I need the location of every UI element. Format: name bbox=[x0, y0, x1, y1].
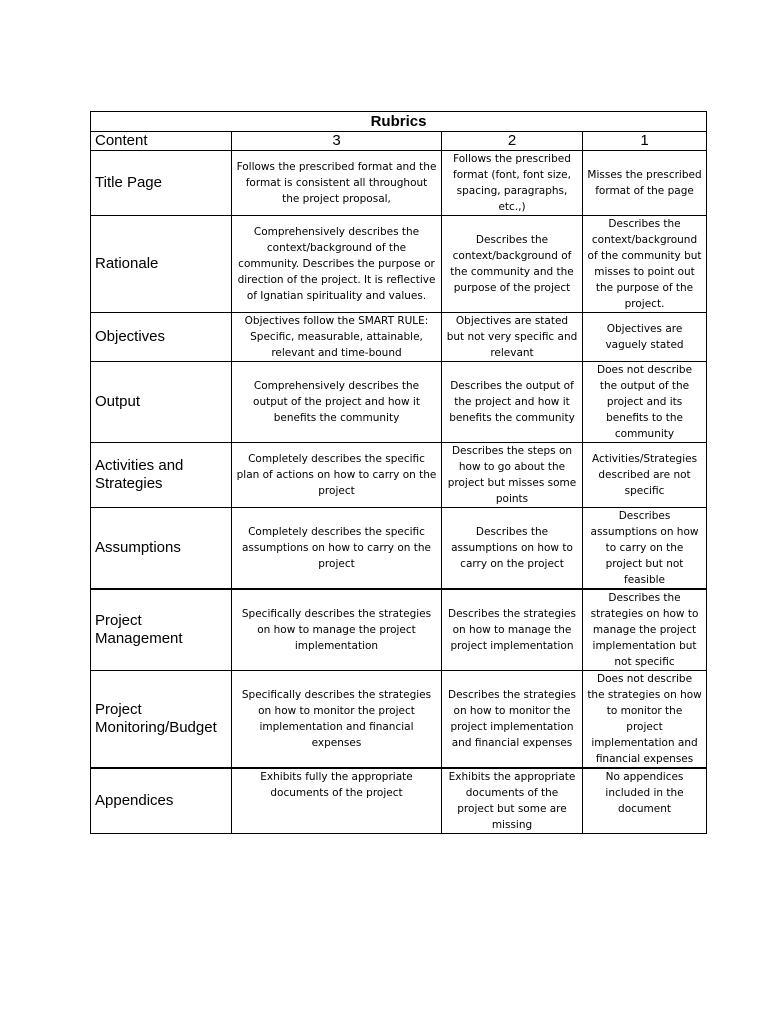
criteria-header: Content bbox=[91, 132, 232, 151]
criterion-assumptions: Assumptions bbox=[91, 508, 232, 590]
score-1-cell: Does not describe the strategies on how to monitor the project implementation and financial expenses bbox=[583, 671, 707, 769]
score-1-cell: No appendices included in the document bbox=[583, 768, 707, 834]
score-3-cell: Completely describes the specific plan of actions on how to carry on the project bbox=[232, 443, 442, 508]
score-1-cell: Activities/Strategies described are not specific bbox=[583, 443, 707, 508]
table-row bbox=[91, 443, 707, 508]
score-2-cell: Describes the output of the project and how it benefits the community bbox=[442, 362, 583, 443]
table-row bbox=[91, 362, 707, 443]
score-3-cell: Specifically describes the strategies on how to monitor the project implementation and financial expenses bbox=[232, 671, 442, 769]
score-1-cell: Describes assumptions on how to carry on the project but not feasible bbox=[583, 508, 707, 590]
score-3-cell: Completely describes the specific assumptions on how to carry on the project bbox=[232, 508, 442, 590]
score-1-cell: Objectives are vaguely stated bbox=[583, 313, 707, 362]
header-row bbox=[91, 132, 707, 151]
score-1-cell: Describes the strategies on how to manage the project implementation but not specific bbox=[583, 589, 707, 671]
score-2-cell: Describes the assumptions on how to carry on the project bbox=[442, 508, 583, 590]
table-row bbox=[91, 671, 707, 769]
criterion-title-page: Title Page bbox=[91, 151, 232, 216]
score-2-cell: Describes the steps on how to go about the project but misses some points bbox=[442, 443, 583, 508]
score-3-header: 3 bbox=[232, 132, 442, 151]
score-1-cell: Misses the prescribed format of the page bbox=[583, 151, 707, 216]
score-2-cell: Describes the strategies on how to manage the project implementation bbox=[442, 589, 583, 671]
score-1-cell: Describes the context/background of the community but misses to point out the purpose of the project. bbox=[583, 216, 707, 313]
score-3-cell: Exhibits fully the appropriate documents of the project bbox=[232, 768, 442, 834]
criterion-rationale: Rationale bbox=[91, 216, 232, 313]
criterion-output: Output bbox=[91, 362, 232, 443]
score-1-header: 1 bbox=[583, 132, 707, 151]
score-3-cell: Comprehensively describes the context/background of the community. Describes the purpose or direction of the project. It is reflective of Ignatian spirituality and values. bbox=[232, 216, 442, 313]
table-row bbox=[91, 151, 707, 216]
criterion-appendices: Appendices bbox=[91, 768, 232, 834]
table-row bbox=[91, 313, 707, 362]
score-3-cell: Specifically describes the strategies on how to manage the project implementation bbox=[232, 589, 442, 671]
table-row bbox=[91, 508, 707, 590]
rubrics-table bbox=[90, 111, 707, 834]
score-3-cell: Follows the prescribed format and the format is consistent all throughout the project proposal, bbox=[232, 151, 442, 216]
table-row bbox=[91, 768, 707, 834]
score-2-cell: Exhibits the appropriate documents of the project but some are missing bbox=[442, 768, 583, 834]
table-row bbox=[91, 589, 707, 671]
score-2-header: 2 bbox=[442, 132, 583, 151]
title-row bbox=[91, 112, 707, 132]
criterion-activities-and-strategies: Activities and Strategies bbox=[91, 443, 232, 508]
criterion-project-monitoring-budget: Project Monitoring/Budget bbox=[91, 671, 232, 769]
criterion-project-management: Project Management bbox=[91, 589, 232, 671]
table-row bbox=[91, 216, 707, 313]
score-2-cell: Objectives are stated but not very specific and relevant bbox=[442, 313, 583, 362]
score-1-cell: Does not describe the output of the project and its benefits to the community bbox=[583, 362, 707, 443]
score-2-cell: Follows the prescribed format (font, font size, spacing, paragraphs, etc.,) bbox=[442, 151, 583, 216]
score-2-cell: Describes the strategies on how to monitor the project implementation and financial expenses bbox=[442, 671, 583, 769]
table-title: Rubrics bbox=[91, 112, 707, 132]
score-3-cell: Comprehensively describes the output of the project and how it benefits the community bbox=[232, 362, 442, 443]
score-3-cell: Objectives follow the SMART RULE: Specific, measurable, attainable, relevant and time-bound bbox=[232, 313, 442, 362]
criterion-objectives: Objectives bbox=[91, 313, 232, 362]
score-2-cell: Describes the context/background of the community and the purpose of the project bbox=[442, 216, 583, 313]
